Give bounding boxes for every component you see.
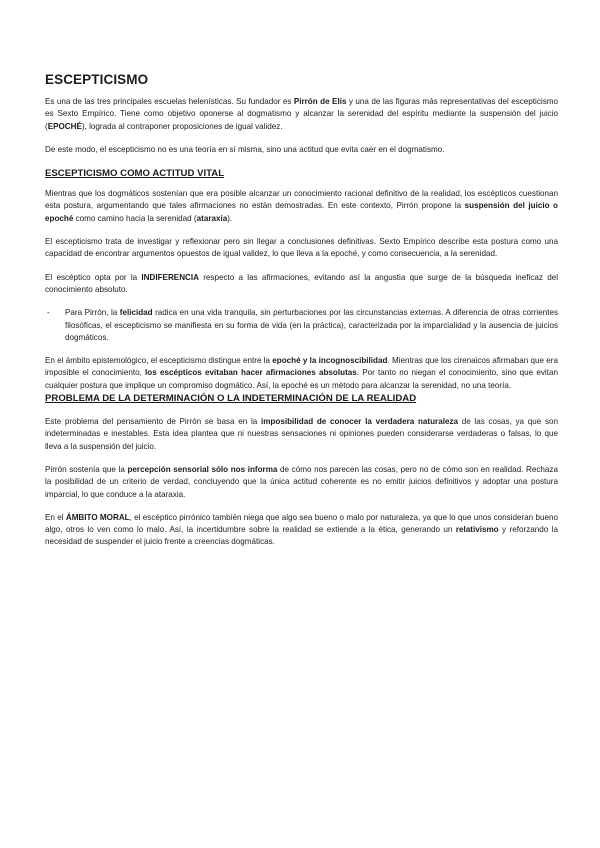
section1-paragraph-1: Mientras que los dogmáticos sostenían que era posible alcanzar un conocimiento racional definitivo de la realidad, los escépticos cuestionan esta postura, argumentando que tales afirmaciones no están demostradas. En este contexto, Pirrón propone la suspensión del juicio o epoché como camino hacia la serenidad (ataraxia).: [45, 189, 558, 223]
intro-paragraph-1: Es una de las tres principales escuelas helenísticas. Su fundador es Pirrón de Elis y una de las figuras más representativas del escepticismo es Sexto Empírico. Tiene como objetivo oponerse al dogmatismo y alcanzar la serenidad del espíritu mediante la suspensión del juicio (EPOCHÉ), lograda al contraponer proposiciones de igual validez.: [45, 97, 558, 131]
section-heading-actitud-vital: ESCEPTICISMO COMO ACTITUD VITAL: [45, 168, 225, 180]
section1-paragraph-3: El escéptico opta por la INDIFERENCIA respecto a las afirmaciones, evitando así la angustia que surge de la búsqueda ineficaz del conocimiento absoluto.: [45, 272, 558, 294]
section2-paragraph-1: Este problema del pensamiento de Pirrón se basa en la imposibilidad de conocer la verdadera naturaleza de las cosas, ya que son indeterminadas e inestables. Esta idea plantea que ni nuestras sensaciones ni opiniones pueden considerarse verdaderas o falsas, lo que lleva a la suspensión del juicio.: [45, 417, 558, 451]
document-title: ESCEPTICISMO: [45, 72, 149, 87]
section1-paragraph-4: En el ámbito epistemológico, el escepticismo distingue entre la epoché y la incognoscibilidad. Mientras que los cirenaicos afirmaban que era imposible el conocimiento, los escépticos evitaban hacer afirmaciones absolutas. Por tanto no niegan el conocimiento, sino que evitan cualquier postura que implique un compromiso dogmático. Así, la epoché es un método para alcanzar la serenidad, no una teoría.: [45, 356, 558, 390]
bullet-item-felicidad: - Para Pirrón, la felicidad radica en una vida tranquila, sin perturbaciones por las circunstancias externas. A diferencia de otras corrientes filosóficas, el escepticismo se manifiesta en su forma de vida (en la práctica), caracterizada por la imparcialidad y la ausencia de juicios dogmáticos.: [47, 308, 558, 342]
section-heading-determinacion: PROBLEMA DE LA DETERMINACIÓN O LA INDETERMINACIÓN DE LA REALIDAD: [45, 393, 417, 405]
document-content: [45, 72, 558, 549]
intro-paragraph-2: De este modo, el escepticismo no es una teoría en sí misma, sino una actitud que evita caer en el dogmatismo.: [45, 144, 445, 154]
section2-paragraph-3: En el ÁMBITO MORAL, el escéptico pirrónico también niega que algo sea bueno o malo por naturaleza, ya que lo que unos consideran bueno algo, otros lo ven como lo malo. Así, la incertidumbre sobre la realidad se extiende a la ética, generando un relativismo y reforzando la necesidad de suspender el juicio frente a creencias dogmáticas.: [45, 512, 558, 547]
section1-paragraph-2: El escepticismo trata de investigar y reflexionar pero sin llegar a conclusiones definitivas. Sexto Empírico describe esta postura como una capacidad de encontrar argumentos opuestos de igual validez, lo que lleva a la epoché, y como consecuencia, a la serenidad.: [45, 237, 558, 259]
section2-paragraph-2: Pirrón sostenía que la percepción sensorial sólo nos informa de cómo nos parecen las cosas, pero no de cómo son en realidad. Rechaza la posibilidad de un criterio de verdad, concluyendo que la única actitud coherente es no emitir juicios definitivos y adoptar una postura imparcial, lo que conduce a la ataraxia.: [45, 464, 558, 499]
bullet-dash: -: [47, 308, 50, 318]
